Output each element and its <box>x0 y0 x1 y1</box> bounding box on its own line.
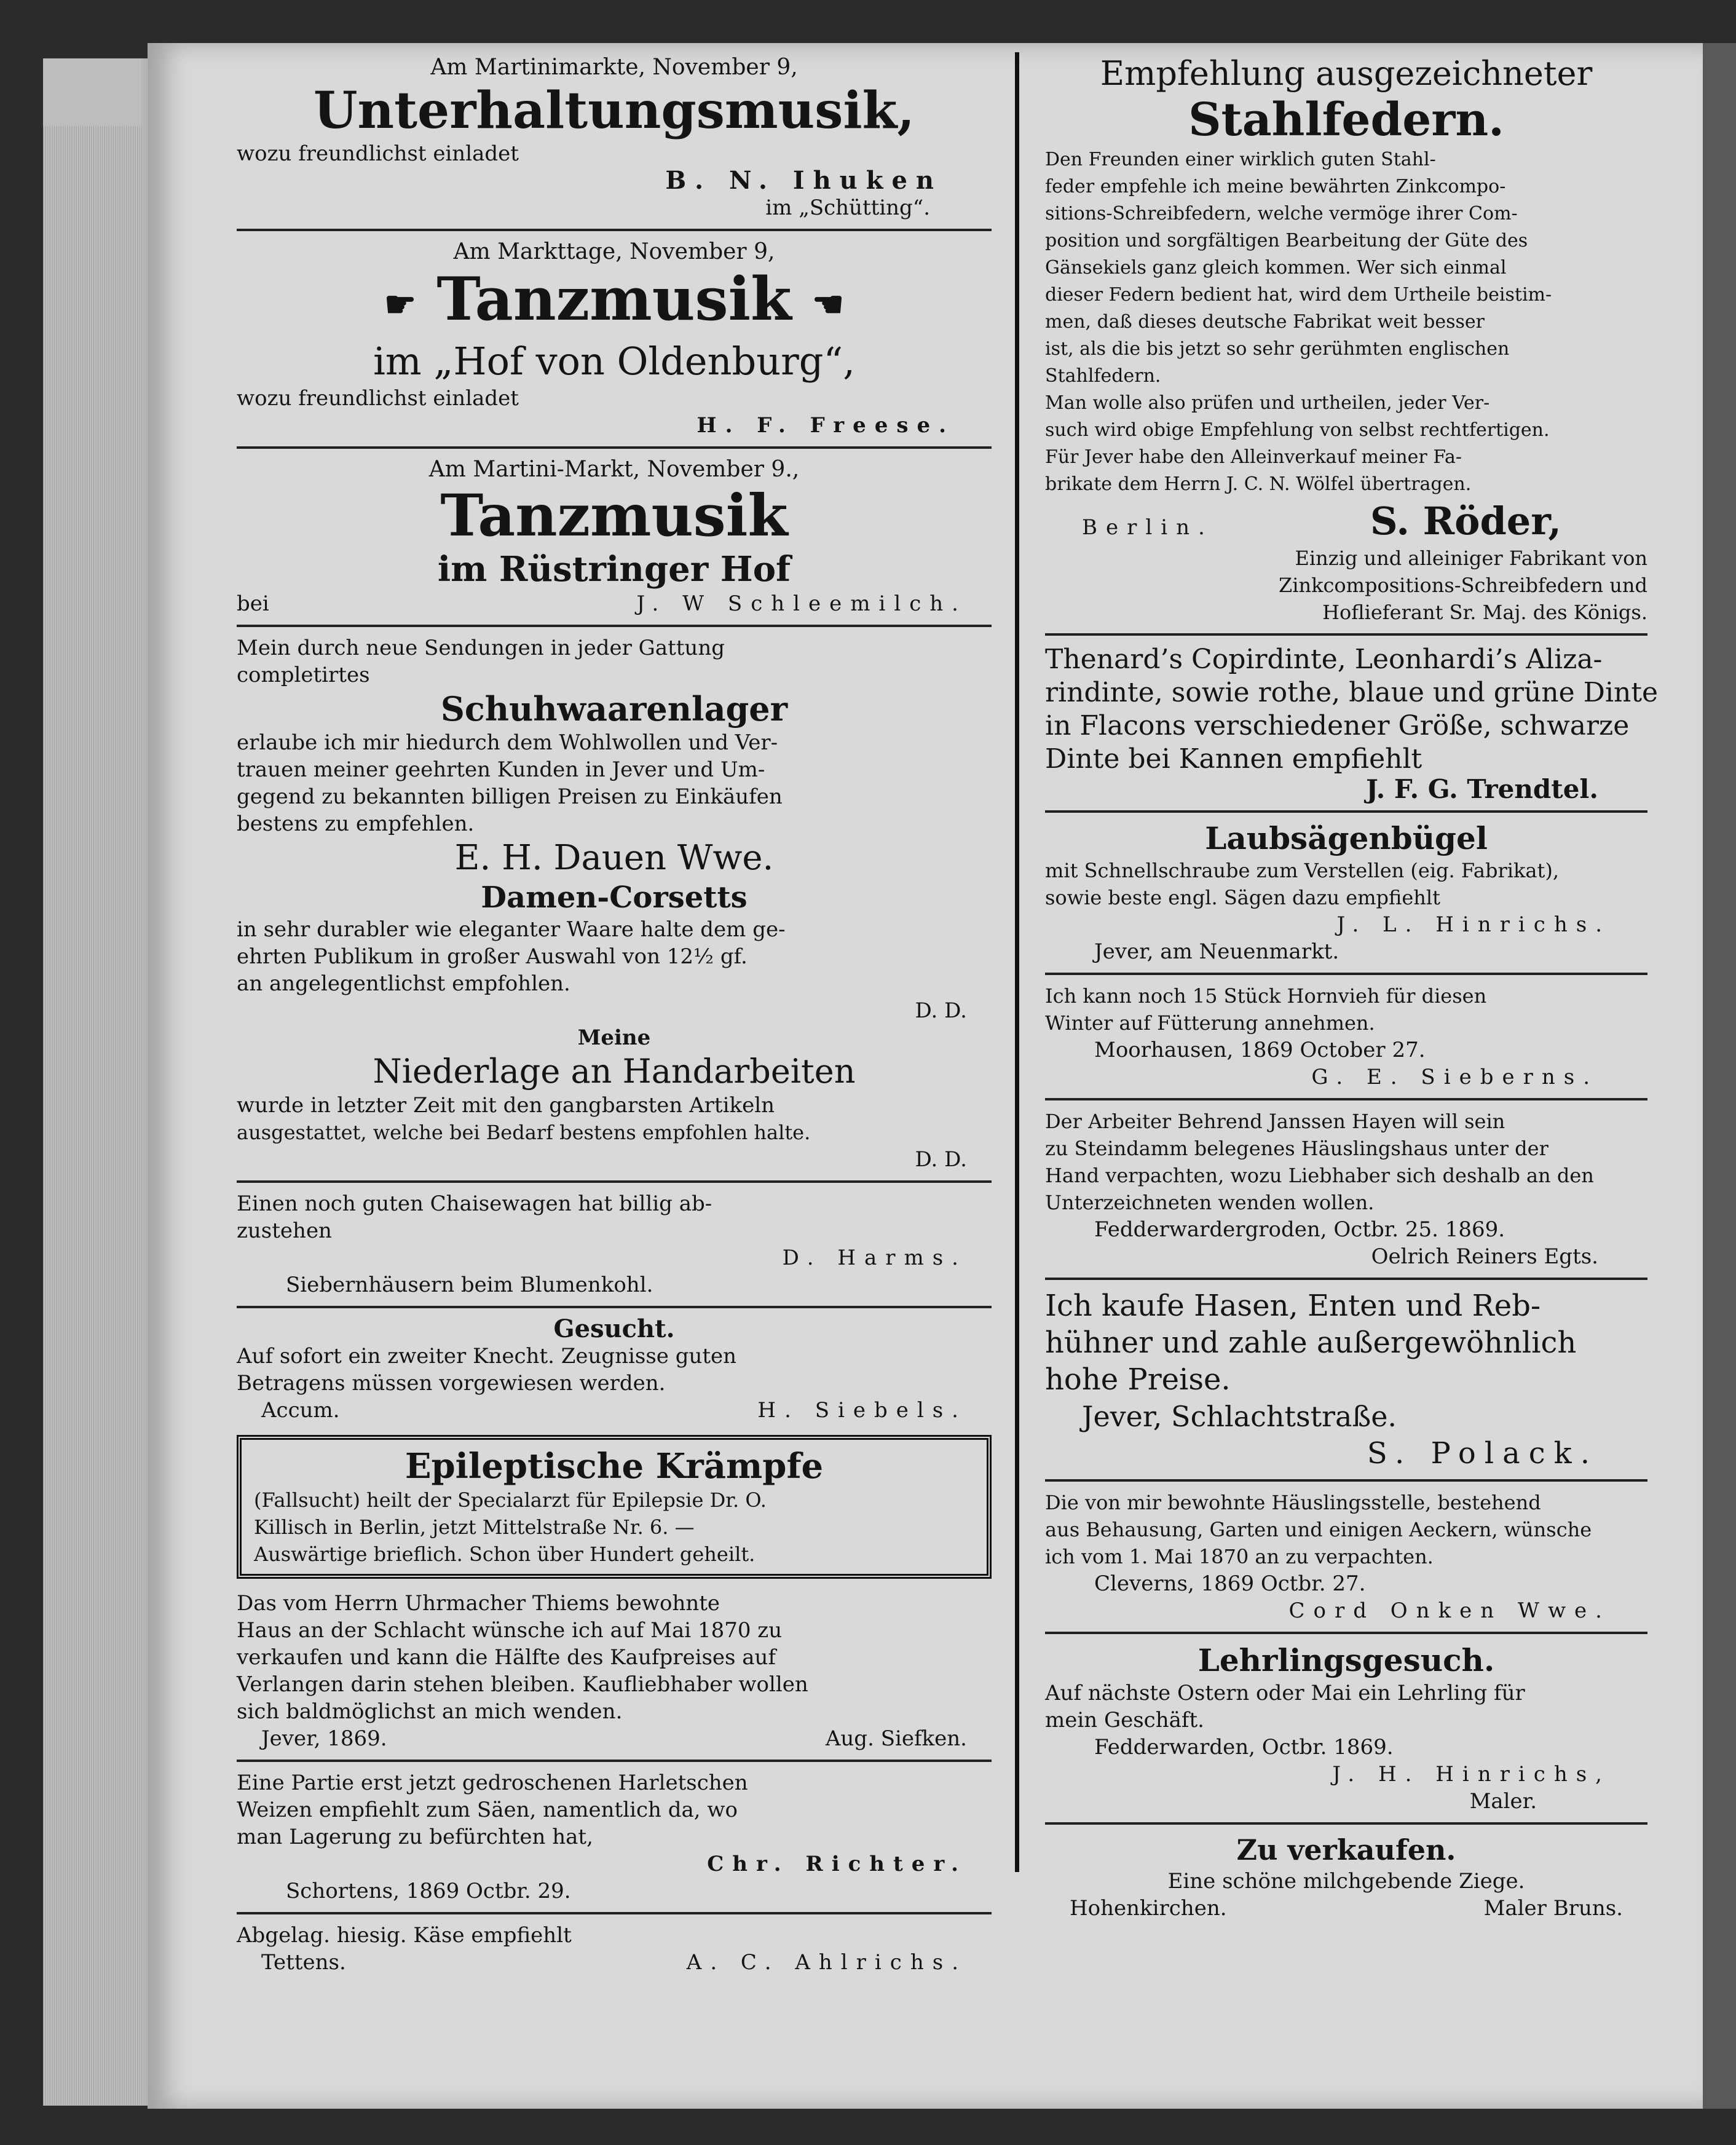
ad-place: Cleverns, 1869 Octbr. 27. <box>1094 1571 1366 1596</box>
divider-rule <box>237 1760 992 1762</box>
ad-text: Maler. <box>1469 1789 1537 1814</box>
ad-place: Siebernhäusern beim Blumenkohl. <box>286 1273 653 1298</box>
ad-place: im „Schütting“. <box>765 196 930 220</box>
ad-place: Fedderwarden, Octbr. 1869. <box>1094 1735 1394 1760</box>
ad-place: Schortens, 1869 Octbr. 29. <box>286 1879 571 1904</box>
ad-haus-verkauf <box>237 1590 992 1752</box>
ad-text: verkaufen und kann die Hälfte des Kaufpreises auf <box>237 1645 776 1670</box>
ad-place: Jever, 1869. <box>261 1726 387 1752</box>
ad-haeuslingshaus <box>1045 1108 1647 1270</box>
ad-text: Dinte bei Kannen empfiehlt <box>1045 743 1422 775</box>
right-column <box>1045 54 1659 1922</box>
ad-gesucht <box>237 1316 992 1424</box>
ad-place: Tettens. <box>261 1950 346 1975</box>
ad-text: sich baldmöglichst an mich wenden. <box>237 1699 623 1724</box>
ad-signature: Maler Bruns. <box>1483 1896 1623 1921</box>
ad-text: Für Jever habe den Alleinverkauf meiner Fa- <box>1045 446 1462 468</box>
ad-signature: Cord Onken Wwe. <box>1288 1598 1611 1623</box>
ad-text: Einzig und alleiniger Fabrikant von <box>1295 547 1647 570</box>
ad-signature: J. L. Hinrichs. <box>1336 912 1611 937</box>
ad-text: Ich kaufe Hasen, Enten und Reb- <box>1045 1289 1541 1323</box>
divider-rule <box>1045 1822 1647 1825</box>
ad-text: zu Steindamm belegenes Häuslingshaus unter der <box>1045 1137 1549 1160</box>
ad-title: Gesucht. <box>553 1314 675 1344</box>
ad-place: Accum. <box>261 1398 340 1423</box>
ad-weizen <box>237 1769 992 1905</box>
ad-signature: J. H. Hinrichs, <box>1332 1762 1611 1787</box>
ad-text: Eine Partie erst jetzt gedroschenen Harletschen <box>237 1771 748 1796</box>
left-column <box>237 54 992 1976</box>
ad-intro: Empfehlung ausgezeichneter <box>1100 54 1593 93</box>
column-divider <box>1015 52 1019 1872</box>
ad-text: wurde in letzter Zeit mit den gangbarsten Artikeln <box>237 1093 775 1118</box>
ad-text: Auf nächste Ostern oder Mai ein Lehrling für <box>1045 1681 1525 1705</box>
page-edge-shadow <box>1703 43 1736 2109</box>
ad-text: Winter auf Fütterung annehmen. <box>1045 1011 1375 1035</box>
ad-text: sitions-Schreibfedern, welche vermöge ihrer Com- <box>1045 203 1518 224</box>
ad-signature: H. F. Freese. <box>696 413 955 438</box>
divider-rule <box>237 229 992 231</box>
ad-text: brikate dem Herrn J. C. N. Wölfel übertragen. <box>1045 473 1472 495</box>
ad-title: Schuhwaarenlager <box>440 689 788 729</box>
ad-intro: Am Martini-Markt, November 9., <box>428 457 800 483</box>
ad-text: Das vom Herrn Uhrmacher Thiems bewohnte <box>237 1591 720 1616</box>
ad-text: wozu freundlichst einladet <box>237 141 519 166</box>
ad-tanzmusik-ruestringer <box>237 456 992 617</box>
ad-text: Der Arbeiter Behrend Janssen Hayen will sein <box>1045 1110 1505 1133</box>
ad-text: Zinkcompositions-Schreibfedern und <box>1279 574 1647 597</box>
ad-signature: S. Polack. <box>1367 1436 1598 1471</box>
ad-text: mein Geschäft. <box>1045 1708 1204 1732</box>
ad-text: Ich kann noch 15 Stück Hornvieh für diesen <box>1045 984 1487 1008</box>
divider-rule <box>1045 633 1647 636</box>
ad-text: Einen noch guten Chaisewagen hat billig ab- <box>237 1191 712 1217</box>
ad-text: aus Behausung, Garten und einigen Aeckern, wünsche <box>1045 1518 1592 1541</box>
ad-text: Verlangen darin stehen bleiben. Kaufliebhaber wollen <box>237 1672 808 1697</box>
ad-signature: A. C. Ahlrichs. <box>686 1950 967 1975</box>
divider-rule <box>1045 1479 1647 1482</box>
divider-rule <box>237 1306 992 1308</box>
ad-signature: Oelrich Reiners Egts. <box>1371 1244 1598 1269</box>
ad-text: Abgelag. hiesig. Käse empfiehlt <box>237 1923 572 1948</box>
divider-rule <box>1045 973 1647 975</box>
ad-dinte <box>1045 643 1659 804</box>
ad-text: erlaube ich mir hiedurch dem Wohlwollen und Ver- <box>237 730 778 756</box>
ad-text: an angelegentlichst empfohlen. <box>237 971 570 997</box>
ad-text: ich vom 1. Mai 1870 an zu verpachten. <box>1045 1545 1434 1568</box>
ad-text: wozu freundlichst einladet <box>237 386 519 411</box>
ad-text: Den Freunden einer wirklich guten Stahl- <box>1045 149 1436 170</box>
ad-lehrlingsgesuch <box>1045 1641 1647 1815</box>
ad-intro: Meine <box>577 1025 651 1051</box>
ad-text: Weizen empfiehlt zum Säen, namentlich da, wo <box>237 1798 738 1823</box>
ad-text: Thenard’s Copirdinte, Leonhardi’s Aliza- <box>1045 644 1603 675</box>
ad-text: completirtes <box>237 663 370 688</box>
divider-rule <box>1045 810 1647 813</box>
divider-rule <box>1045 1098 1647 1100</box>
ad-text: hohe Preise. <box>1045 1362 1231 1397</box>
book-page-stack <box>43 58 148 2106</box>
pointing-hand-right-icon: ☛ <box>384 283 416 326</box>
ad-text: man Lagerung zu befürchten hat, <box>237 1825 593 1850</box>
ad-place: Jever, am Neuenmarkt. <box>1094 939 1339 964</box>
ad-text: men, daß dieses deutsche Fabrikat weit besser <box>1045 311 1485 333</box>
ad-text: sowie beste engl. Sägen dazu empfiehlt <box>1045 886 1440 909</box>
ad-title: Epileptische Krämpfe <box>404 1446 824 1487</box>
ad-title: Tanzmusik <box>436 264 792 334</box>
pointing-hand-left-icon: ☚ <box>812 283 844 326</box>
ad-text: ehrten Publikum in großer Auswahl von 12½ gf. <box>237 944 748 970</box>
book-spine <box>43 58 141 126</box>
ad-zu-verkaufen <box>1045 1832 1647 1922</box>
ad-signature: H. Siebels. <box>757 1398 967 1423</box>
divider-rule <box>237 446 992 449</box>
ad-signature: B. N. Ihuken <box>665 166 942 195</box>
ad-epileptische-kraempfe <box>237 1435 992 1579</box>
ad-text: Killisch in Berlin, jetzt Mittelstraße Nr. 6. — <box>254 1515 695 1539</box>
ad-title: Lehrlingsgesuch. <box>1197 1642 1495 1678</box>
ad-text: feder empfehle ich meine bewährten Zinkcompo- <box>1045 176 1506 197</box>
ad-text: in Flacons verschiedener Größe, schwarze <box>1045 710 1630 741</box>
ad-title: Damen-Corsetts <box>481 880 748 915</box>
ad-text: Man wolle also prüfen und urtheilen, jeder Ver- <box>1045 392 1490 414</box>
ad-laubsaegen <box>1045 820 1647 965</box>
ad-text: gegend zu bekannten billigen Preisen zu Einkäufen <box>237 784 783 810</box>
ad-kaese <box>237 1922 992 1976</box>
ad-signature: S. Röder, <box>1370 499 1561 543</box>
ad-title: Stahlfedern. <box>1188 93 1504 146</box>
ad-signature: Aug. Siefken. <box>825 1726 967 1752</box>
divider-rule <box>237 1912 992 1914</box>
ad-title: Zu verkaufen. <box>1236 1833 1456 1867</box>
ad-haeuslingsstelle <box>1045 1489 1647 1624</box>
ad-text: hühner und zahle außergewöhnlich <box>1045 1325 1577 1360</box>
ad-text: (Fallsucht) heilt der Specialarzt für Epilepsie Dr. O. <box>254 1488 767 1512</box>
ad-place: Hohenkirchen. <box>1070 1896 1227 1921</box>
ad-intro: Am Markttage, November 9, <box>453 239 775 264</box>
ad-text: ist, als die bis jetzt so sehr gerühmten englischen <box>1045 338 1510 360</box>
ad-place: Fedderwardergroden, Octbr. 25. 1869. <box>1094 1217 1505 1242</box>
ad-text: Mein durch neue Sendungen in jeder Gattung <box>237 636 725 661</box>
ad-text: Die von mir bewohnte Häuslingsstelle, bestehend <box>1045 1491 1541 1514</box>
ad-signature: D. D. <box>915 998 967 1024</box>
ad-schuhwaaren <box>237 634 992 879</box>
ad-signature: J. W Schleemilch. <box>636 591 967 617</box>
divider-rule <box>237 1180 992 1183</box>
ad-place: Jever, Schlachtstraße. <box>1082 1400 1397 1433</box>
ad-text: mit Schnellschraube zum Verstellen (eig. Fabrikat), <box>1045 859 1559 882</box>
ad-text: in sehr durabler wie eleganter Waare halte dem ge- <box>237 917 786 942</box>
ad-title: Tanzmusik <box>440 482 788 550</box>
ad-signature: D. D. <box>915 1147 967 1172</box>
ad-text: Hand verpachten, wozu Liebhaber sich deshalb an den <box>1045 1164 1594 1187</box>
ad-text: such wird obige Empfehlung von selbst rechtfertigen. <box>1045 419 1550 441</box>
ad-text: bestens zu empfehlen. <box>237 812 475 837</box>
ad-signature: E. H. Dauen Wwe. <box>454 838 774 879</box>
ad-text: Auf sofort ein zweiter Knecht. Zeugnisse guten <box>237 1344 737 1369</box>
ad-text: Betragens müssen vorgewiesen werden. <box>237 1371 666 1396</box>
ad-text: ausgestattet, welche bei Bedarf bestens empfohlen halte. <box>237 1121 811 1145</box>
ad-text: zustehen <box>237 1219 332 1244</box>
divider-rule <box>1045 1632 1647 1634</box>
ad-text: Haus an der Schlacht wünsche ich auf Mai 1870 zu <box>237 1618 783 1643</box>
ad-signature: D. Harms. <box>782 1246 967 1271</box>
ad-signature: G. E. Sieberns. <box>1311 1065 1598 1089</box>
ad-text: trauen meiner geehrten Kunden in Jever und Um- <box>237 757 765 783</box>
divider-rule <box>237 625 992 627</box>
ad-title: Unterhaltungsmusik, <box>314 81 915 140</box>
ad-handarbeiten <box>237 1024 992 1173</box>
ad-title: Niederlage an Handarbeiten <box>373 1052 856 1091</box>
ad-hasen <box>1045 1287 1647 1472</box>
ad-place: Berlin. <box>1082 515 1213 540</box>
ad-text: rindinte, sowie rothe, blaue und grüne Dinte <box>1045 677 1659 708</box>
ad-chaisewagen <box>237 1190 992 1298</box>
ad-text: Unterzeichneten wenden wollen. <box>1045 1191 1375 1214</box>
ad-text: Hoflieferant Sr. Maj. des Königs. <box>1322 601 1647 624</box>
ad-subtitle: im Rüstringer Hof <box>437 549 791 590</box>
ad-tanzmusik-oldenburg <box>237 239 992 439</box>
ad-text: dieser Federn bedient hat, wird dem Urtheile beistim- <box>1045 284 1552 306</box>
ad-text: Eine schöne milchgebende Ziege. <box>1167 1869 1525 1894</box>
ad-text: Gänsekiels ganz gleich kommen. Wer sich einmal <box>1045 257 1507 278</box>
ad-signature: Chr. Richter. <box>707 1852 967 1877</box>
divider-rule <box>1045 1278 1647 1280</box>
ad-text: Auswärtige brieflich. Schon über Hundert geheilt. <box>254 1543 756 1566</box>
ad-subtitle: im „Hof von Oldenburg“, <box>373 339 855 384</box>
ad-place: Moorhausen, 1869 October 27. <box>1094 1038 1426 1062</box>
ad-martini-music <box>237 54 992 221</box>
ad-signature: J. F. G. Trendtel. <box>1366 774 1598 804</box>
ad-text: position und sorgfältigen Bearbeitung der Güte des <box>1045 230 1528 251</box>
ad-damen-corsetts <box>237 879 992 1024</box>
ad-title: Laubsägenbügel <box>1205 820 1488 856</box>
ad-text: bei <box>237 591 269 617</box>
ad-intro: Am Martinimarkte, November 9, <box>430 55 798 80</box>
ad-hornvieh <box>1045 982 1647 1091</box>
ad-text: Stahlfedern. <box>1045 365 1161 387</box>
ad-stahlfedern <box>1045 54 1647 626</box>
